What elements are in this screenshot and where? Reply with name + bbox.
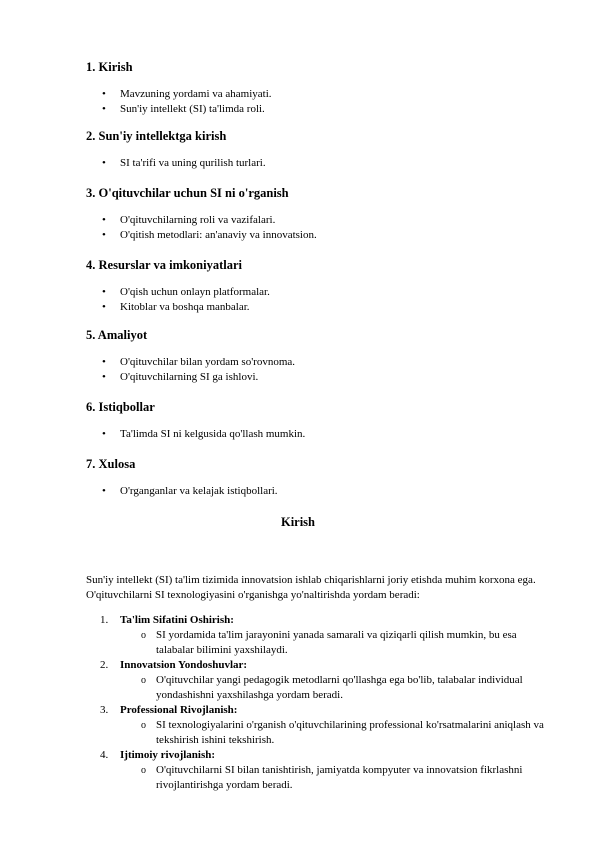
- toc-heading: 2. Sun'iy intellektga kirish: [86, 129, 227, 143]
- circle-bullet-icon: o: [141, 720, 146, 731]
- sub-item: [86, 763, 566, 793]
- numbered-item-heading: [86, 748, 566, 763]
- section-title: Kirish: [280, 515, 316, 529]
- toc-item: • Ta'limda SI ni kelgusida qo'llash mumkin.: [86, 427, 566, 442]
- toc-section-6: [86, 400, 566, 442]
- toc-item: • Mavzuning yordami va ahamiyati.: [86, 87, 566, 102]
- toc-item: • O'qituvchilarning roli va vazifalari.: [86, 213, 566, 228]
- sub-item: [86, 628, 566, 658]
- numbered-item-heading: [86, 658, 566, 673]
- toc-section-5: [86, 328, 566, 385]
- numbered-item: [86, 658, 566, 703]
- sub-item: [86, 718, 566, 748]
- toc-heading: 5. Amaliyot: [86, 328, 148, 342]
- item-title: Innovatsion Yondoshuvlar:: [120, 659, 248, 671]
- toc-item: • O'qish uchun onlayn platformalar.: [86, 285, 566, 300]
- circle-bullet-icon: o: [141, 675, 146, 686]
- toc-section-7: [86, 457, 566, 499]
- item-number: 3.: [100, 704, 109, 716]
- toc-item: • O'qituvchilarning SI ga ishlovi.: [86, 370, 566, 385]
- toc-heading: 3. O'qituvchilar uchun SI ni o'rganish: [86, 186, 289, 200]
- circle-bullet-icon: o: [141, 630, 146, 641]
- numbered-item-heading: [86, 703, 566, 718]
- item-number: 2.: [100, 659, 109, 671]
- toc-list: [86, 355, 566, 385]
- toc-list: [86, 213, 566, 243]
- toc-list: [86, 484, 566, 499]
- toc-section-1: [86, 60, 566, 117]
- toc-section-3: [86, 186, 566, 243]
- toc-item: • SI ta'rifi va uning qurilish turlari.: [86, 156, 566, 171]
- toc-heading: 1. Kirish: [86, 60, 133, 74]
- item-title: Ijtimoiy rivojlanish:: [120, 749, 216, 761]
- intro-text: Sun'iy intellekt (SI) ta'lim tizimida innovatsion ishlab chiqarishlarni joriy etishda muhim korxona ega. O'qituvchilarni SI texnologiyasini o'rganishga yo'naltirishda yordam beradi:: [86, 574, 536, 601]
- toc-list: [86, 87, 566, 117]
- numbered-item: [86, 613, 566, 658]
- toc-item: • Kitoblar va boshqa manbalar.: [86, 300, 566, 315]
- circle-bullet-icon: o: [141, 765, 146, 776]
- toc-item: • O'qituvchilar bilan yordam so'rovnoma.: [86, 355, 566, 370]
- numbered-item-heading: [86, 613, 566, 628]
- sub-item-text: SI yordamida ta'lim jarayonini yanada samarali va qiziqarli qilish mumkin, bu esa talabalar bilimini yaxshilaydi.: [156, 629, 517, 656]
- toc-list: [86, 427, 566, 442]
- item-number: 4.: [100, 749, 109, 761]
- numbered-list: [86, 613, 566, 793]
- item-title: Professional Rivojlanish:: [120, 704, 238, 716]
- toc-item: • Sun'iy intellekt (SI) ta'limda roli.: [86, 102, 566, 117]
- toc-list: [86, 285, 566, 315]
- toc-list: [86, 156, 566, 171]
- sub-item: [86, 673, 566, 703]
- toc-section-2: [86, 129, 566, 171]
- toc-item: • O'rganganlar va kelajak istiqbollari.: [86, 484, 566, 499]
- sub-item-text: O'qituvchilar yangi pedagogik metodlarni qo'llashga ega bo'lib, talabalar individual yondashishni yaxshilashga yordam beradi.: [156, 674, 523, 701]
- toc-heading: 4. Resurslar va imkoniyatlari: [86, 258, 243, 272]
- numbered-item: [86, 748, 566, 793]
- item-title: Ta'lim Sifatini Oshirish:: [120, 614, 234, 626]
- sub-item-text: SI texnologiyalarini o'rganish o'qituvchilarining professional ko'rsatmalarini aniqlash va tekshirish ishini tekshirish.: [156, 719, 544, 746]
- sub-item-text: O'qituvchilarni SI bilan tanishtirish, jamiyatda kompyuter va innovatsion fikrlashni rivojlantirishga yordam beradi.: [156, 764, 523, 791]
- toc-heading: 6. Istiqbollar: [86, 400, 155, 414]
- numbered-item: [86, 703, 566, 748]
- toc-item: • O'qitish metodlari: an'anaviy va innovatsion.: [86, 228, 566, 243]
- intro-paragraph: [86, 573, 566, 603]
- toc-heading: 7. Xulosa: [86, 457, 136, 471]
- toc-section-4: [86, 258, 566, 315]
- item-number: 1.: [100, 614, 109, 626]
